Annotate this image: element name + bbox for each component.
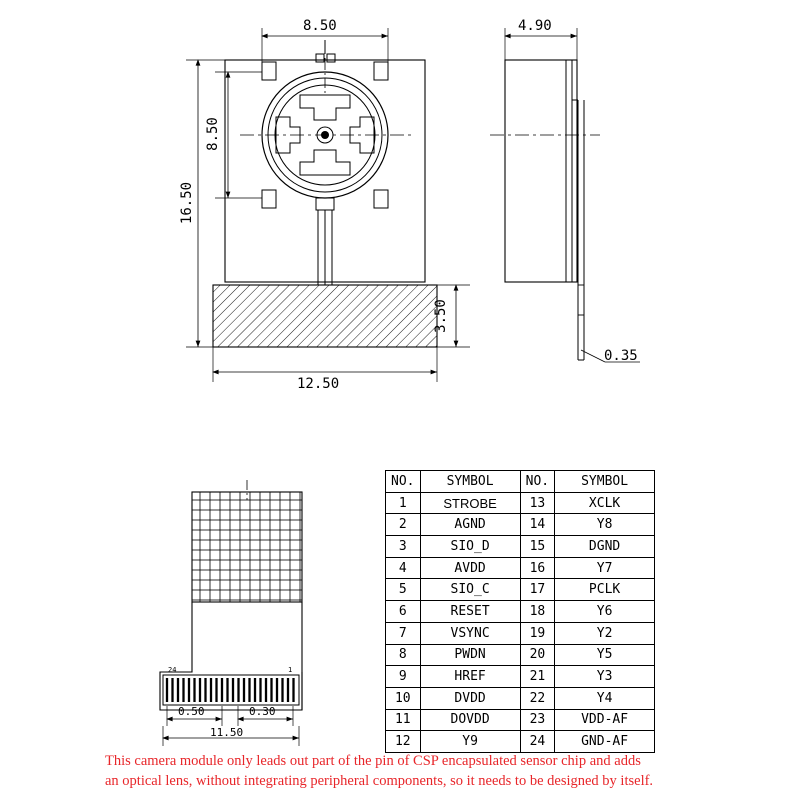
pin-symbol: PWDN: [420, 644, 520, 666]
pin-symbol: Y9: [420, 731, 520, 753]
pin-no: 5: [386, 579, 421, 601]
table-row: [386, 666, 655, 688]
footnote-line-1: This camera module only leads out part of the pin of CSP encapsulated sensor chip and adds: [105, 753, 641, 769]
pin-symbol: SIO_D: [420, 536, 520, 558]
pin-symbol: Y3: [555, 666, 655, 688]
pin-no: 15: [520, 536, 555, 558]
dim-overall-height: 16.50: [179, 181, 196, 225]
pin-no: 22: [520, 687, 555, 709]
pin-symbol: VSYNC: [420, 622, 520, 644]
pin-no: 11: [386, 709, 421, 731]
table-row: [386, 514, 655, 536]
pin-no: 10: [386, 687, 421, 709]
pin-no: 17: [520, 579, 555, 601]
table-row: [386, 709, 655, 731]
pin-no: 13: [520, 492, 555, 514]
pin-symbol: Y7: [555, 557, 655, 579]
header-no-right: NO.: [520, 471, 555, 493]
pin-no: 23: [520, 709, 555, 731]
table-row: [386, 687, 655, 709]
pin-no: 1: [386, 492, 421, 514]
table-row: [386, 536, 655, 558]
pin-symbol: GND-AF: [555, 731, 655, 753]
pin-no: 9: [386, 666, 421, 688]
table-row: [386, 601, 655, 623]
pin-symbol: Y2: [555, 622, 655, 644]
header-no-left: NO.: [386, 471, 421, 493]
dim-module-thickness: 4.90: [518, 18, 552, 34]
pin-symbol: Y8: [555, 514, 655, 536]
pin-symbol: DGND: [555, 536, 655, 558]
pin-no: 6: [386, 601, 421, 623]
pin-symbol: Y4: [555, 687, 655, 709]
table-row: [386, 579, 655, 601]
table-row: [386, 622, 655, 644]
pin-no: 8: [386, 644, 421, 666]
pin-no: 2: [386, 514, 421, 536]
pin-symbol: Y5: [555, 644, 655, 666]
dim-connector-width: 12.50: [297, 376, 340, 392]
pin-symbol: SIO_C: [420, 579, 520, 601]
pin-no: 20: [520, 644, 555, 666]
pin-no: 21: [520, 666, 555, 688]
pin-no: 3: [386, 536, 421, 558]
pin-no: 24: [520, 731, 555, 753]
pin-no: 14: [520, 514, 555, 536]
pin-no: 16: [520, 557, 555, 579]
pin-no: 4: [386, 557, 421, 579]
dim-pad-pitch: 0.50: [178, 705, 205, 718]
pin-symbol: RESET: [420, 601, 520, 623]
pin-no: 19: [520, 622, 555, 644]
table-row: [386, 557, 655, 579]
pin-no: 12: [386, 731, 421, 753]
pin-definition-table: [385, 470, 655, 753]
dim-connector-total-width: 11.50: [210, 726, 244, 739]
pin-symbol: XCLK: [555, 492, 655, 514]
pin-symbol: DOVDD: [420, 709, 520, 731]
header-symbol-left: SYMBOL: [420, 471, 520, 493]
pin-no: 7: [386, 622, 421, 644]
pin-symbol: DVDD: [420, 687, 520, 709]
dim-pad-width: 0.30: [249, 705, 276, 718]
dim-flex-thickness: 0.35: [604, 348, 638, 364]
dim-width-top: 8.50: [303, 18, 337, 34]
pad-label-1: 1: [288, 666, 293, 674]
pin-symbol: STROBE: [420, 492, 520, 514]
table-header-row: [386, 471, 655, 493]
pin-no: 18: [520, 601, 555, 623]
pin-symbol: AVDD: [420, 557, 520, 579]
table-row: [386, 492, 655, 514]
dim-lens-height: 8.50: [204, 117, 221, 151]
pin-symbol: HREF: [420, 666, 520, 688]
table-row: [386, 731, 655, 753]
pin-symbol: PCLK: [555, 579, 655, 601]
pin-symbol: VDD-AF: [555, 709, 655, 731]
footnote: [105, 752, 705, 791]
pin-symbol: AGND: [420, 514, 520, 536]
pin-symbol: Y6: [555, 601, 655, 623]
table-row: [386, 644, 655, 666]
header-symbol-right: SYMBOL: [555, 471, 655, 493]
pad-label-24: 24: [168, 666, 177, 674]
footnote-line-2: an optical lens, without integrating peripheral components, so it needs to be designed by itself.: [105, 772, 654, 789]
dim-connector-height: 3.50: [432, 299, 449, 333]
